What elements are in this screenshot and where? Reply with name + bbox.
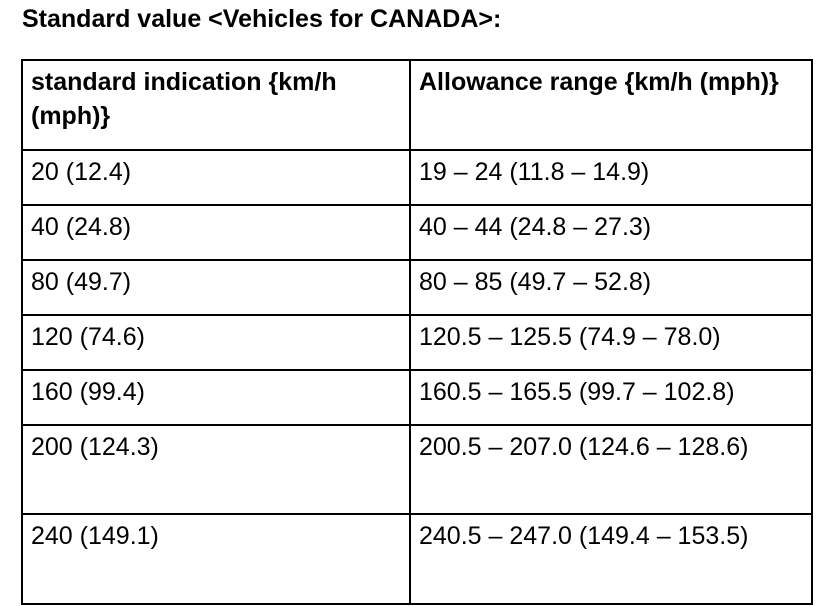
standard-indication-cell: 240 (149.1)	[22, 514, 410, 604]
standard-indication-cell: 40 (24.8)	[22, 205, 410, 260]
standard-indication-cell: 160 (99.4)	[22, 370, 410, 425]
allowance-range-cell: 80 – 85 (49.7 – 52.8)	[410, 260, 812, 315]
standard-indication-cell: 120 (74.6)	[22, 315, 410, 370]
table-row	[22, 150, 812, 205]
speedometer-standard-table	[21, 59, 813, 605]
standard-indication-cell: 80 (49.7)	[22, 260, 410, 315]
header-standard-indication: standard indication {km/h (mph)}	[22, 60, 410, 150]
table-header-row	[22, 60, 812, 150]
section-title: Standard value <Vehicles for CANADA>:	[22, 5, 502, 33]
standard-indication-cell: 20 (12.4)	[22, 150, 410, 205]
allowance-range-cell: 19 – 24 (11.8 – 14.9)	[410, 150, 812, 205]
allowance-range-cell: 40 – 44 (24.8 – 27.3)	[410, 205, 812, 260]
table-row	[22, 514, 812, 604]
header-allowance-range: Allowance range {km/h (mph)}	[410, 60, 812, 150]
allowance-range-cell: 240.5 – 247.0 (149.4 – 153.5)	[410, 514, 812, 604]
allowance-range-cell: 120.5 – 125.5 (74.9 – 78.0)	[410, 315, 812, 370]
table-row	[22, 370, 812, 425]
allowance-range-cell: 200.5 – 207.0 (124.6 – 128.6)	[410, 425, 812, 514]
table-row	[22, 260, 812, 315]
allowance-range-cell: 160.5 – 165.5 (99.7 – 102.8)	[410, 370, 812, 425]
standard-indication-cell: 200 (124.3)	[22, 425, 410, 514]
table-row	[22, 425, 812, 514]
table-row	[22, 205, 812, 260]
table-row	[22, 315, 812, 370]
